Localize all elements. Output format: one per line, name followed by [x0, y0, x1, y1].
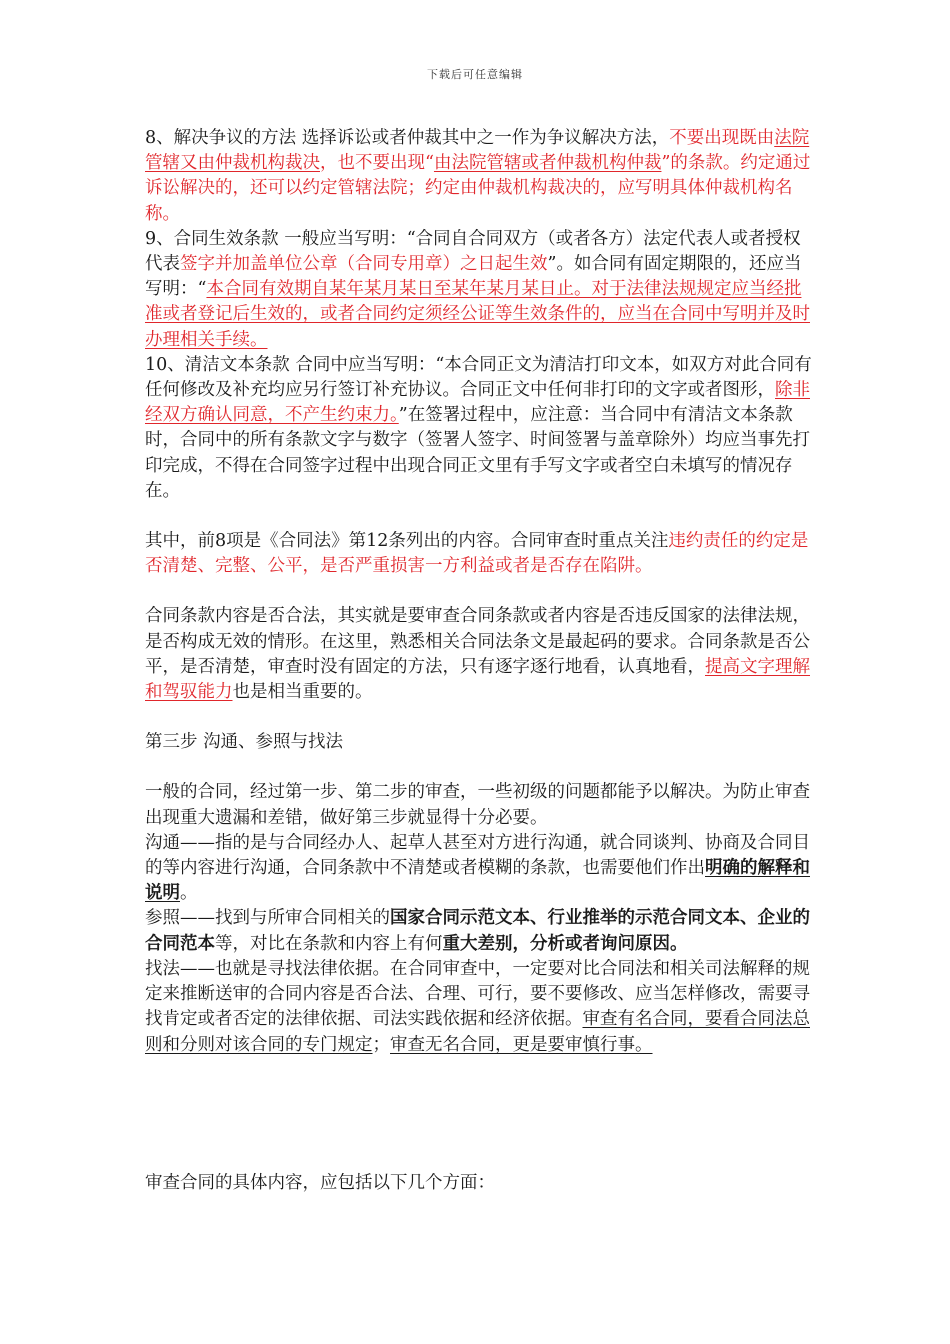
- focus-red-text: 违约责任的约定是否清楚、完整、公平，是否严重损害一方利益或者是否存在陷阱。: [145, 531, 809, 577]
- item-9-effectiveness: [145, 227, 815, 353]
- item-9-red-text: 签字并加盖单位公章（合同专用章）之日起生效: [180, 254, 548, 275]
- find-law-underlined-2: 审查无名合同，更是要审慎行事。: [390, 1034, 653, 1055]
- item-8-text: 8、解决争议的方法 选择诉讼或者仲裁其中之一作为争议解决方法，: [145, 128, 670, 148]
- final-line: 审查合同的具体内容，应包括以下几个方面：: [145, 1172, 495, 1193]
- item-10-clean-text: [145, 353, 815, 504]
- focus-text: 其中，前8项是《合同法》第12条列出的内容。合同审查时重点关注: [145, 531, 669, 552]
- communicate-text: 沟通——指的是与合同经办人、起草人甚至对方进行沟通，就合同谈判、协商及合同目的等内容进行沟通，合同条款中不清楚或者模糊的条款，也需要他们作出: [145, 832, 810, 879]
- communicate-text-2: 。: [180, 883, 198, 904]
- page-header: 下载后可任意编辑: [427, 68, 523, 81]
- item-9-text: 9、合同生效条款 一般应当写明：“合同自合同双方（或者各方）法定代表人或者授权代表: [145, 228, 801, 275]
- item-10-red-underlined: 除非经双方确认同意，不产生约束力。: [145, 380, 810, 426]
- reference-paragraph: [145, 906, 815, 956]
- item-8-red-underlined: 法院管辖又由仲裁机构裁决: [145, 128, 810, 174]
- legality-text-2: 也是相当重要的。: [232, 682, 373, 703]
- find-law-text-2: ；: [372, 1034, 390, 1055]
- communicate-paragraph: [145, 831, 815, 907]
- item-9-text-2: ”。如合同有固定期限的，还应当写明：“: [145, 254, 802, 300]
- item-10-text-2: ”在签署过程中，应注意：当合同中有清洁文本条款时，合同中的所有条款文字与数字（签署人签字、时间签署与盖章除外）均应当事先打印完成，不得在合同签字过程中出现合同正文里有手写文字或者空白未填写的情况存在。: [145, 405, 810, 501]
- find-law-underlined: 审查有名合同，要看合同法总则和分则对该合同的专门规定: [145, 1009, 810, 1055]
- find-law-paragraph: [145, 957, 815, 1058]
- legality-paragraph: [145, 604, 815, 705]
- item-8-red-underlined-2: 由法院管辖或者仲裁机构仲裁: [433, 153, 662, 174]
- communicate-bold-underlined: 明确的解释和说明: [145, 858, 810, 904]
- item-8-dispute-resolution: [145, 126, 815, 227]
- reference-text-2: 等，对比在条款和内容上有何: [215, 933, 443, 954]
- legality-text: 合同条款内容是否合法，其实就是要审查合同条款或者内容是否违反国家的法律法规，是否构成无效的情形。在这里，熟悉相关合同法条文是最起码的要求。合同条款是否公平，是否清楚，审查时没有固定的方法，只有逐字逐行地看，认真地看，: [145, 606, 810, 677]
- focus-paragraph: [145, 529, 815, 579]
- reference-bold-text-2: 重大差别，分析或者询问原因。: [442, 933, 688, 954]
- step-3-intro: 一般的合同，经过第一步、第二步的审查，一些初级的问题都能予以解决。为防止审查出现重大遗漏和差错，做好第三步就显得十分必要。: [145, 782, 810, 828]
- document-body: [145, 126, 815, 1196]
- find-law-text: 找法——也就是寻找法律依据。在合同审查中，一定要对比合同法和相关司法解释的规定来推断送审的合同内容是否合法、合理、可行，要不要修改、应当怎样修改，需要寻找肯定或者否定的法律依据、司法实践依据和经济依据。: [145, 958, 810, 1030]
- legality-red-underlined: 提高文字理解和驾驭能力: [145, 656, 810, 703]
- reference-bold-text: 国家合同示范文本、行业推举的示范合同文本、企业的合同范本: [145, 908, 810, 954]
- item-8-red-text-3: ”的条款。约定通过诉讼解决的，还可以约定管辖法院；约定由仲裁机构裁决的，应写明具体仲裁机构名称。: [145, 153, 811, 224]
- item-8-red-text-2: ，也不要出现“: [320, 153, 434, 174]
- item-10-text: 10、清洁文本条款 合同中应当写明：“本合同正文为清洁打印文本，如双方对此合同有任何修改及补充均应另行签订补充协议。合同正文中任何非打印的文字或者图形，: [145, 354, 812, 401]
- reference-text: 参照——找到与所审合同相关的: [145, 908, 390, 929]
- item-9-red-underlined: 本合同有效期自某年某月某日至某年某月某日止。对于法律法规规定应当经批准或者登记后生效的，或者合同约定须经公证等生效条件的，应当在合同中写明并及时办理相关手续。: [145, 279, 810, 350]
- item-8-red-text: 不要出现既由: [669, 128, 775, 148]
- step-3-heading: 第三步 沟通、参照与找法: [145, 732, 344, 753]
